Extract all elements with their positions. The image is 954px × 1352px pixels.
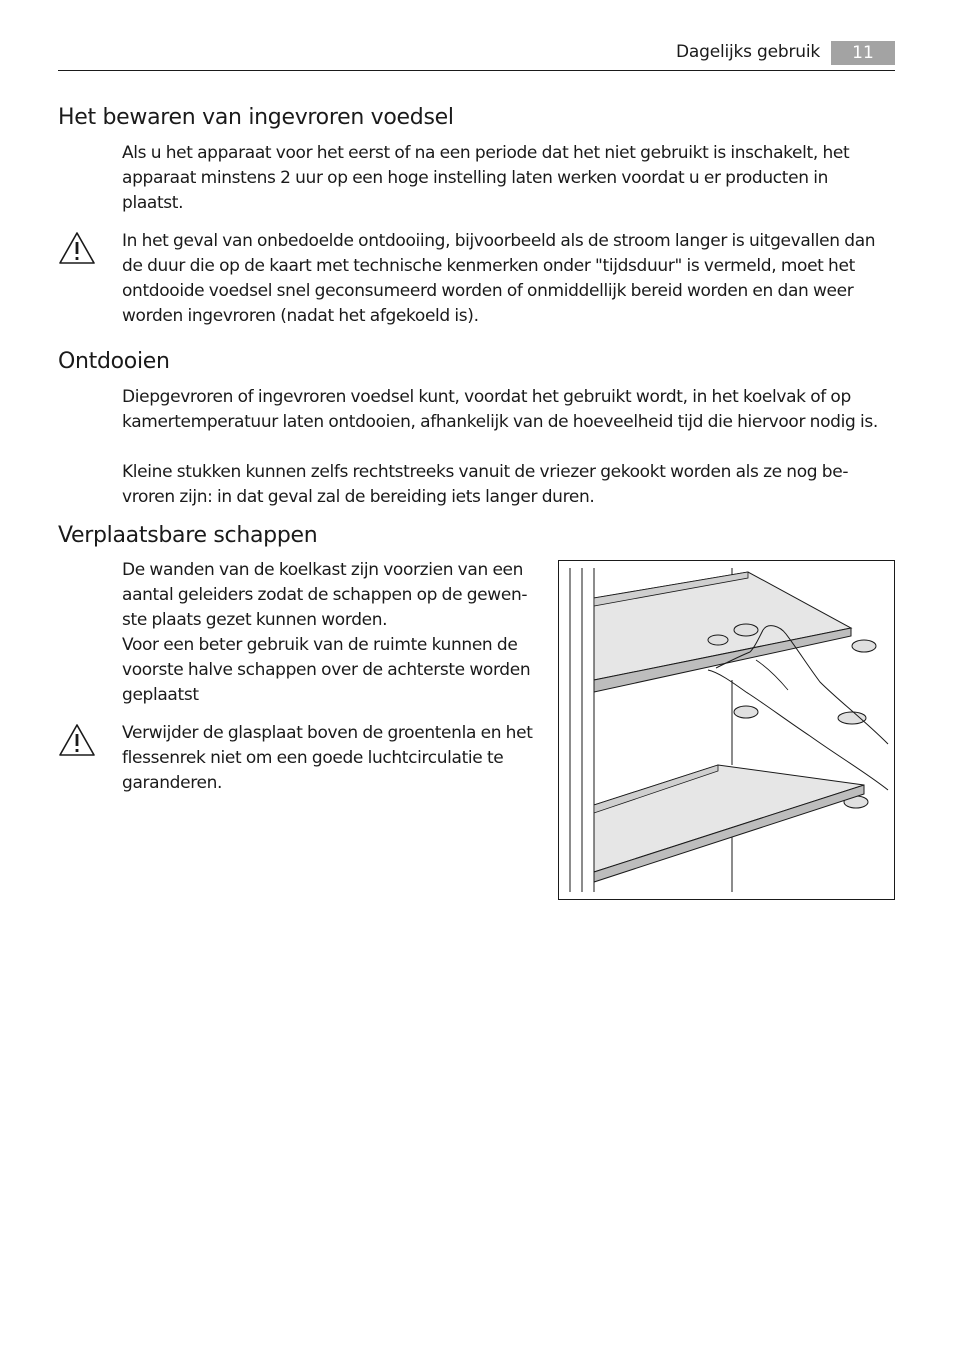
section-paragraph: Als u het apparaat voor het eerst of na een periode dat het niet gebruikt is inschakelt, het apparaat minstens 2 uur op een hoge instelling laten werken voordat u er producten in plaatst.	[122, 143, 850, 213]
section-paragraph: Kleine stukken kunnen zelfs rechtstreeks vanuit de vriezer gekookt worden als ze nog be-vroren zijn: in dat geval zal de bereiding iets langer duren.	[122, 462, 849, 507]
running-header-title: Dagelijks gebruik	[676, 42, 821, 62]
warning-triangle-icon	[58, 230, 96, 266]
section-title-movable-shelves: Verplaatsbare schappen	[58, 523, 318, 548]
section-paragraph: De wanden van de koelkast zijn voorzien van een aantal geleiders zodat de schappen op de gewen-ste plaats gezet kunnen worden.	[122, 560, 528, 630]
shelf-illustration	[558, 560, 895, 900]
warning-text: In het geval van onbedoelde ontdooiing, bijvoorbeeld als de stroom langer is uitgevallen dan de duur die op de kaart met technische kenmerken onder "tijdsduur" is vermeld, moet het ontdooide voedsel snel geconsumeerd worden of onmiddellijk bereid worden en dan weer worden ingevroren (nadat het afgekoeld is).	[122, 231, 876, 326]
header-divider	[58, 70, 895, 71]
warning-triangle-icon	[58, 722, 96, 758]
section-title-thawing: Ontdooien	[58, 349, 170, 374]
section-title-storing-frozen-food: Het bewaren van ingevroren voedsel	[58, 105, 454, 130]
page-number: 11	[831, 41, 895, 65]
warning-text: Verwijder de glasplaat boven de groentenla en het flessenrek niet om een goede luchtcirculatie te garanderen.	[122, 723, 533, 793]
section-paragraph: Voor een beter gebruik van de ruimte kunnen de voorste halve schappen over de achterste worden geplaatst	[122, 635, 531, 705]
section-paragraph: Diepgevroren of ingevroren voedsel kunt, voordat het gebruikt wordt, in het koelvak of op kamertemperatuur laten ontdooien, afhankelijk van de hoeveelheid tijd die hiervoor nodig is.	[122, 387, 878, 432]
